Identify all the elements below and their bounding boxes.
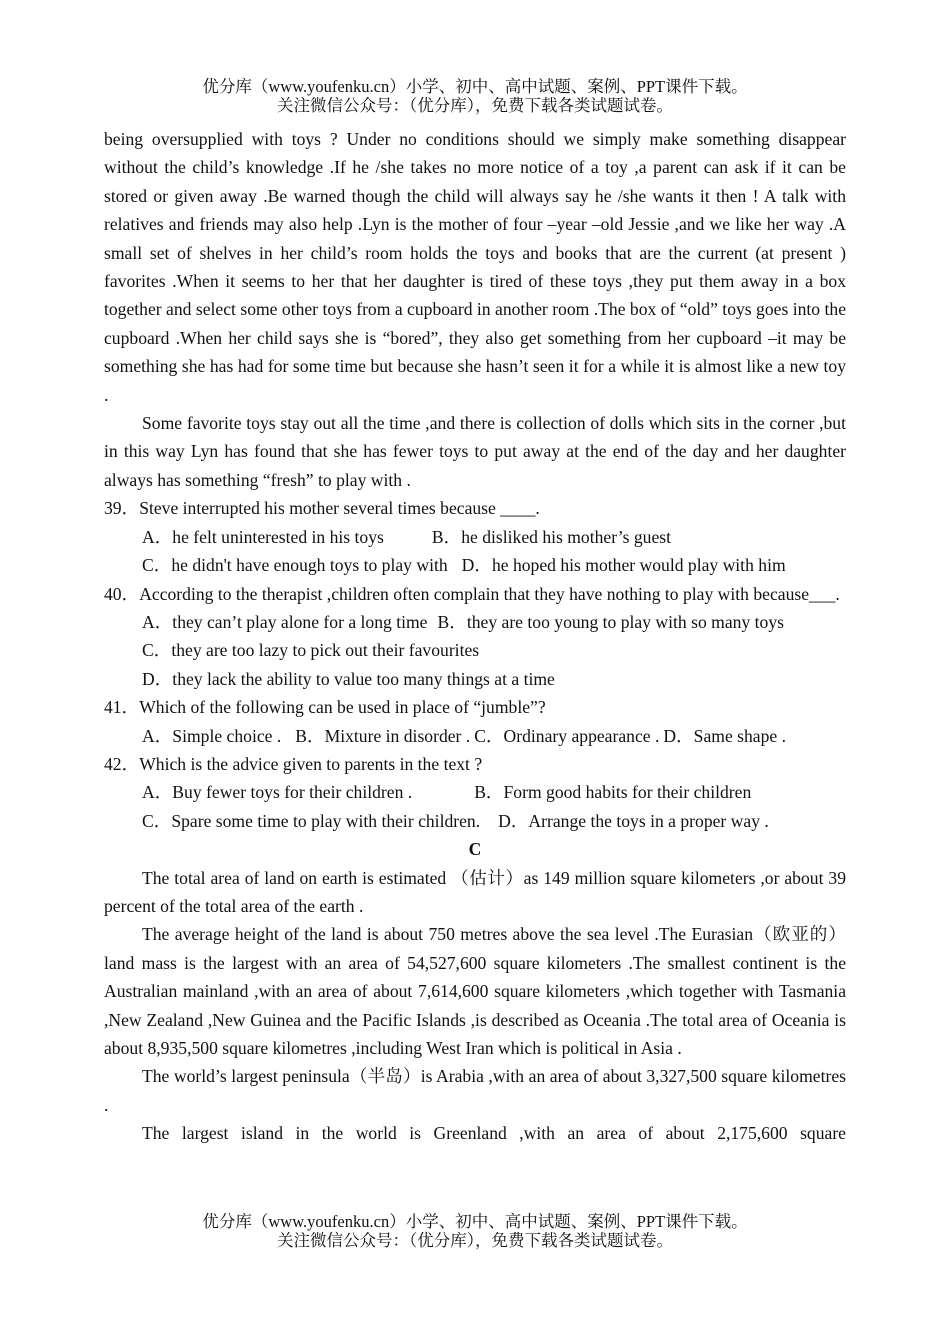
question-41-option-c: C．Ordinary appearance . [474, 725, 660, 746]
question-42-options-row-1 [142, 778, 846, 806]
question-41-stem: 41．Which of the following can be used in place of “jumble”? [104, 697, 546, 718]
question-40-option-c: C．they are too lazy to pick out their favourites [142, 640, 480, 661]
passage-b-paragraph-1: being oversupplied with toys ? Under no conditions should we simply make something disappear without the child’s knowledge .If he /she takes no more notice of a toy ,a parent can ask if it can be stored or given away .Be warned though the child will always say he /she wants it then ! A talk with relatives and friends may also help .Lyn is the mother of four –year –old Jessie ,and we like her way .A small set of shelves in her child’s room holds the toys and books that are the current (at present ) favorites .When it seems to her that her daughter is tired of these toys ,they put them away in a box together and select some other toys from a cupboard in another room .The box of “old” toys goes into the cupboard .When her child says she is “bored”, they also get something from her cupboard –it may be something she has had for some time but because she hasn’t seen it for a while it is almost like a new toy . [104, 129, 846, 405]
header-line-2: 关注微信公众号：（优分库），免费下载各类试题试卷。 [277, 96, 673, 115]
passage-c-heading: C [468, 839, 482, 860]
question-40-option-a: A．they can’t play alone for a long time [142, 611, 428, 632]
question-41-options-row [142, 722, 846, 750]
footer-line-2: 关注微信公众号：（优分库），免费下载各类试题试卷。 [277, 1231, 673, 1250]
question-42-option-b: B．Form good habits for their children [474, 782, 752, 803]
question-39-option-b: B．he disliked his mother’s guest [431, 526, 672, 547]
question-40-options-row-1 [142, 608, 846, 636]
question-42-options-row-2 [142, 807, 846, 835]
question-39-options-row-2 [142, 551, 846, 579]
question-39-option-c: C．he didn't have enough toys to play with [142, 555, 448, 576]
question-41-option-a: A．Simple choice . [142, 725, 282, 746]
passage-b-paragraph-2: Some favorite toys stay out all the time ,and there is collection of dolls which sits in the corner ,but in this way Lyn has found that she has fewer toys to put away at the end of the day and her daughter always has something “fresh” to play with . [104, 413, 846, 490]
question-40-option-b: B．they are too young to play with so many toys [437, 611, 784, 632]
header-line-1: 优分库（www.youfenku.cn）小学、初中、高中试题、案例、PPT课件下载。 [202, 77, 748, 96]
footer-line-1: 优分库（www.youfenku.cn）小学、初中、高中试题、案例、PPT课件下载。 [202, 1212, 748, 1231]
passage-c-paragraph-3: The world’s largest peninsula（半岛）is Arabia ,with an area of about 3,327,500 square kilometres . [104, 1066, 846, 1115]
question-42-option-c: C．Spare some time to play with their children. [142, 810, 481, 831]
page-footer [0, 1212, 950, 1250]
passage-c-paragraph-1: The total area of land on earth is estimated （估计）as 149 million square kilometers ,or about 39 percent of the total area of the earth . [104, 867, 846, 916]
page-header [0, 77, 950, 115]
passage-c-paragraph-2: The average height of the land is about 750 metres above the sea level .The Eurasian（欧亚的） land mass is the largest with an area of 54,527,600 square kilometers .The smallest continent is the Australian mainland ,with an area of about 7,614,600 square kilometers ,which together with Tasmania ,New Zealand ,New Guinea and the Pacific Islands ,is described as Oceania .The total area of Oceania is about 8,935,500 square kilometres ,including West Iran which is political in Asia . [104, 924, 846, 1058]
question-39-options-row-1 [142, 523, 846, 551]
page-content [104, 125, 846, 1148]
question-42-option-d: D．Arrange the toys in a proper way . [498, 810, 769, 831]
question-42-stem: 42．Which is the advice given to parents in the text ? [104, 753, 483, 774]
question-42-option-a: A．Buy fewer toys for their children . [142, 782, 413, 803]
question-39-stem: 39．Steve interrupted his mother several times because ____. [104, 498, 540, 519]
question-39-option-a: A．he felt uninterested in his toys [142, 526, 384, 547]
question-40-stem: 40．According to the therapist ,children often complain that they have nothing to play with because___. [104, 583, 840, 604]
passage-c-paragraph-4: The largest island in the world is Greenland ,with an area of about 2,175,600 square [142, 1123, 846, 1144]
question-39-option-d: D．he hoped his mother would play with him [461, 555, 786, 576]
question-41-option-b: B．Mixture in disorder . [295, 725, 471, 746]
question-40-option-d: D．they lack the ability to value too many things at a time [142, 668, 555, 689]
question-41-option-d: D．Same shape . [663, 725, 787, 746]
